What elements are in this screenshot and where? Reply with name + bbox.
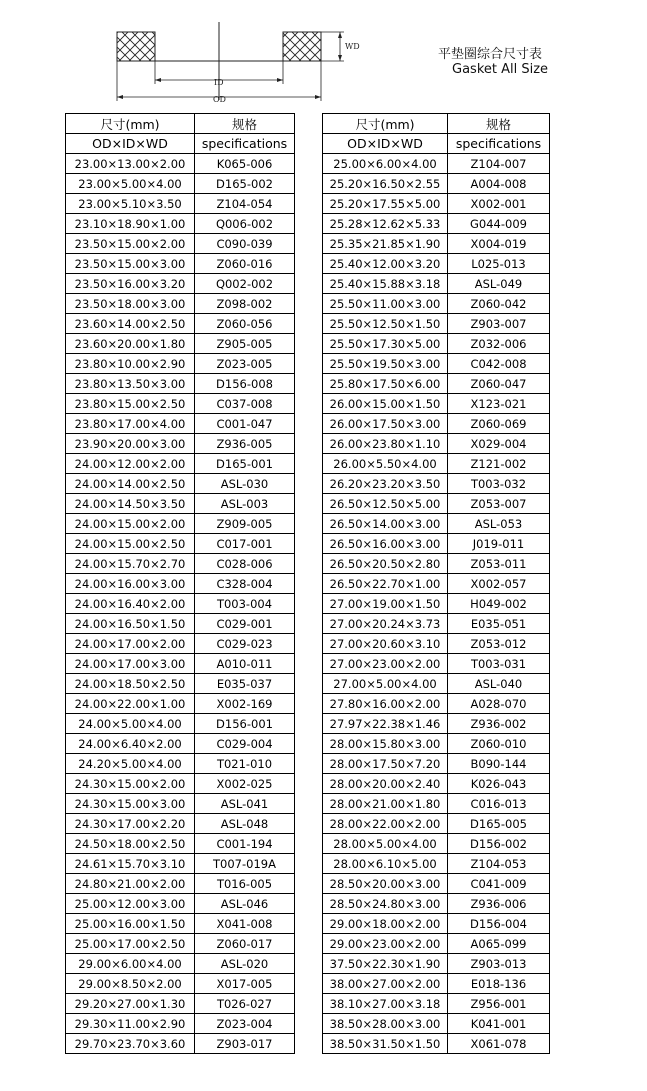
table-row (323, 494, 550, 514)
spec-cell: T007-019A (195, 854, 295, 874)
size-cell: 26.00×5.50×4.00 (323, 454, 448, 474)
table-row (66, 754, 295, 774)
table-row (323, 694, 550, 714)
table-row (66, 954, 295, 974)
spec-cell: T003-032 (448, 474, 550, 494)
size-cell: 25.50×11.00×3.00 (323, 294, 448, 314)
table-row (66, 914, 295, 934)
spec-cell: K026-043 (448, 774, 550, 794)
size-cell: 27.00×19.00×1.50 (323, 594, 448, 614)
spec-cell: X123-021 (448, 394, 550, 414)
size-cell: 27.00×23.00×2.00 (323, 654, 448, 674)
spec-cell: Z053-011 (448, 554, 550, 574)
size-cell: 25.35×21.85×1.90 (323, 234, 448, 254)
spec-cell: X004-019 (448, 234, 550, 254)
size-cell: 26.50×22.70×1.00 (323, 574, 448, 594)
spec-cell: ASL-049 (448, 274, 550, 294)
spec-cell: T026-027 (195, 994, 295, 1014)
spec-cell: Q002-002 (195, 274, 295, 294)
table-row (323, 594, 550, 614)
size-cell: 24.00×16.00×3.00 (66, 574, 195, 594)
table-row (66, 634, 295, 654)
size-cell: 24.00×6.40×2.00 (66, 734, 195, 754)
size-cell: 23.90×20.00×3.00 (66, 434, 195, 454)
size-cell: 28.00×20.00×2.40 (323, 774, 448, 794)
title-english: Gasket All Size (452, 62, 549, 77)
table-row (66, 574, 295, 594)
spec-cell: Z905-005 (195, 334, 295, 354)
spec-cell: Z032-006 (448, 334, 550, 354)
od-diagram-label: OD (213, 95, 226, 104)
table-row (66, 454, 295, 474)
spec-cell: C001-194 (195, 834, 295, 854)
table-row (323, 454, 550, 474)
spec-cell: Z936-006 (448, 894, 550, 914)
size-cell: 27.00×20.24×3.73 (323, 614, 448, 634)
spec-cell: Z060-042 (448, 294, 550, 314)
title-chinese: 平垫圈综合尺寸表 (438, 47, 543, 62)
table-row (66, 854, 295, 874)
size-cell: 29.00×6.00×4.00 (66, 954, 195, 974)
spec-cell: Z903-013 (448, 954, 550, 974)
table-row (323, 914, 550, 934)
table-row (66, 714, 295, 734)
size-cell: 24.00×15.00×2.00 (66, 514, 195, 534)
table-row (323, 314, 550, 334)
size-cell: 26.00×17.50×3.00 (323, 414, 448, 434)
table-row (323, 994, 550, 1014)
spec-cell: C029-004 (195, 734, 295, 754)
spec-cell: D156-001 (195, 714, 295, 734)
table-row (323, 654, 550, 674)
size-cell: 38.10×27.00×3.18 (323, 994, 448, 1014)
spec-cell: C001-047 (195, 414, 295, 434)
size-cell: 23.80×13.50×3.00 (66, 374, 195, 394)
table-row (66, 994, 295, 1014)
size-cell: 29.20×27.00×1.30 (66, 994, 195, 1014)
table-header-row (323, 114, 550, 134)
size-cell: 26.50×20.50×2.80 (323, 554, 448, 574)
right-gasket-section (283, 32, 321, 61)
spec-cell: A010-011 (195, 654, 295, 674)
table-row (66, 494, 295, 514)
size-cell: 25.40×12.00×3.20 (323, 254, 448, 274)
spec-cell: C041-009 (448, 874, 550, 894)
size-cell: 29.00×18.00×2.00 (323, 914, 448, 934)
size-cell: 25.50×19.50×3.00 (323, 354, 448, 374)
size-cell: 25.20×17.55×5.00 (323, 194, 448, 214)
spec-cell: E035-037 (195, 674, 295, 694)
table-row (323, 434, 550, 454)
spec-cell: E018-136 (448, 974, 550, 994)
size-cell: 28.00×17.50×7.20 (323, 754, 448, 774)
table-row (66, 354, 295, 374)
table-row (323, 834, 550, 854)
table-row (323, 234, 550, 254)
spec-cell: X029-004 (448, 434, 550, 454)
spec-subheader: specifications (448, 134, 550, 154)
table-row (66, 654, 295, 674)
spec-cell: ASL-030 (195, 474, 295, 494)
spec-cell: Z060-017 (195, 934, 295, 954)
size-subheader: OD×ID×WD (323, 134, 448, 154)
table-row (66, 1014, 295, 1034)
table-row (66, 534, 295, 554)
table-row (66, 894, 295, 914)
size-cell: 25.00×12.00×3.00 (66, 894, 195, 914)
size-cell: 24.00×17.00×2.00 (66, 634, 195, 654)
spec-cell: Z936-005 (195, 434, 295, 454)
size-cell: 29.30×11.00×2.90 (66, 1014, 195, 1034)
spec-cell: Z023-005 (195, 354, 295, 374)
table-row (66, 314, 295, 334)
table-row (323, 954, 550, 974)
table-row (323, 754, 550, 774)
size-cell: 26.00×15.00×1.50 (323, 394, 448, 414)
table-row (323, 674, 550, 694)
spec-subheader: specifications (195, 134, 295, 154)
table-row (66, 834, 295, 854)
spec-cell: X061-078 (448, 1034, 550, 1054)
table-row (323, 414, 550, 434)
spec-cell: Z060-016 (195, 254, 295, 274)
size-cell: 24.20×5.00×4.00 (66, 754, 195, 774)
size-cell: 25.50×12.50×1.50 (323, 314, 448, 334)
spec-cell: Z956-001 (448, 994, 550, 1014)
size-cell: 26.50×12.50×5.00 (323, 494, 448, 514)
table-row (66, 614, 295, 634)
table-row (66, 274, 295, 294)
size-cell: 24.61×15.70×3.10 (66, 854, 195, 874)
spec-cell: T003-031 (448, 654, 550, 674)
spec-cell: Z104-053 (448, 854, 550, 874)
table-row (66, 254, 295, 274)
table-row (66, 414, 295, 434)
table-row (323, 394, 550, 414)
table-row (66, 394, 295, 414)
spec-cell: Z060-056 (195, 314, 295, 334)
table-row (323, 514, 550, 534)
table-row (66, 774, 295, 794)
table-row (323, 794, 550, 814)
table-row (66, 474, 295, 494)
size-cell: 24.50×18.00×2.50 (66, 834, 195, 854)
table-row (66, 194, 295, 214)
table-row (323, 294, 550, 314)
spec-cell: C042-008 (448, 354, 550, 374)
table-row (323, 874, 550, 894)
spec-cell: ASL-046 (195, 894, 295, 914)
table-row (323, 894, 550, 914)
spec-cell: C016-013 (448, 794, 550, 814)
size-cell: 28.50×20.00×3.00 (323, 874, 448, 894)
gasket-size-table-left (65, 113, 295, 1054)
size-cell: 24.00×14.50×3.50 (66, 494, 195, 514)
table-row (66, 734, 295, 754)
spec-cell: Z909-005 (195, 514, 295, 534)
spec-cell: Q006-002 (195, 214, 295, 234)
table-row (66, 1034, 295, 1054)
size-cell: 24.00×16.40×2.00 (66, 594, 195, 614)
size-cell: 28.00×15.80×3.00 (323, 734, 448, 754)
size-cell: 24.00×16.50×1.50 (66, 614, 195, 634)
spec-cell: D156-008 (195, 374, 295, 394)
table-row (323, 974, 550, 994)
size-cell: 23.10×18.90×1.00 (66, 214, 195, 234)
spec-cell: C029-023 (195, 634, 295, 654)
table-row (323, 634, 550, 654)
table-subheader-row (323, 134, 550, 154)
size-cell: 27.00×5.00×4.00 (323, 674, 448, 694)
table-row (323, 1014, 550, 1034)
size-cell: 28.50×24.80×3.00 (323, 894, 448, 914)
spec-cell: X041-008 (195, 914, 295, 934)
size-cell: 27.97×22.38×1.46 (323, 714, 448, 734)
table-row (66, 934, 295, 954)
spec-cell: Z104-007 (448, 154, 550, 174)
spec-cell: Z023-004 (195, 1014, 295, 1034)
table-row (66, 874, 295, 894)
size-cell: 25.00×17.00×2.50 (66, 934, 195, 954)
spec-cell: H049-002 (448, 594, 550, 614)
spec-cell: J019-011 (448, 534, 550, 554)
spec-cell: X002-169 (195, 694, 295, 714)
table-row (66, 174, 295, 194)
size-cell: 23.50×15.00×3.00 (66, 254, 195, 274)
size-cell: 24.00×14.00×2.50 (66, 474, 195, 494)
spec-cell: ASL-048 (195, 814, 295, 834)
table-row (66, 514, 295, 534)
size-cell: 24.30×17.00×2.20 (66, 814, 195, 834)
spec-cell: T021-010 (195, 754, 295, 774)
spec-cell: Z053-007 (448, 494, 550, 514)
table-row (323, 774, 550, 794)
size-cell: 23.60×14.00×2.50 (66, 314, 195, 334)
table-row (66, 554, 295, 574)
size-cell: 25.00×16.00×1.50 (66, 914, 195, 934)
table-row (323, 614, 550, 634)
size-cell: 25.40×15.88×3.18 (323, 274, 448, 294)
size-cell: 26.00×23.80×1.10 (323, 434, 448, 454)
size-cell: 24.00×18.50×2.50 (66, 674, 195, 694)
table-row (323, 334, 550, 354)
table-row (323, 154, 550, 174)
left-gasket-section (117, 32, 155, 61)
table-row (66, 294, 295, 314)
spec-cell: C328-004 (195, 574, 295, 594)
size-cell: 27.00×20.60×3.10 (323, 634, 448, 654)
table-row (323, 574, 550, 594)
table-row (66, 594, 295, 614)
size-cell: 29.00×8.50×2.00 (66, 974, 195, 994)
spec-cell: Z121-002 (448, 454, 550, 474)
spec-cell: X002-057 (448, 574, 550, 594)
spec-cell: ASL-020 (195, 954, 295, 974)
spec-cell: K065-006 (195, 154, 295, 174)
spec-cell: ASL-040 (448, 674, 550, 694)
spec-cell: C017-001 (195, 534, 295, 554)
spec-cell: ASL-003 (195, 494, 295, 514)
table-row (66, 234, 295, 254)
table-row (66, 814, 295, 834)
spec-cell: D165-005 (448, 814, 550, 834)
spec-cell: Z903-017 (195, 1034, 295, 1054)
spec-cell: A004-008 (448, 174, 550, 194)
spec-cell: T003-004 (195, 594, 295, 614)
size-cell: 23.00×5.10×3.50 (66, 194, 195, 214)
spec-cell: L025-013 (448, 254, 550, 274)
table-row (323, 854, 550, 874)
table-row (323, 374, 550, 394)
table-row (323, 274, 550, 294)
table-row (66, 974, 295, 994)
spec-cell: Z060-047 (448, 374, 550, 394)
table-subheader-row (66, 134, 295, 154)
spec-cell: ASL-053 (448, 514, 550, 534)
size-cell: 24.30×15.00×3.00 (66, 794, 195, 814)
spec-cell: Z903-007 (448, 314, 550, 334)
spec-cell: C028-006 (195, 554, 295, 574)
size-cell: 26.50×14.00×3.00 (323, 514, 448, 534)
size-cell: 25.28×12.62×5.33 (323, 214, 448, 234)
size-cell: 28.00×5.00×4.00 (323, 834, 448, 854)
size-cell: 37.50×22.30×1.90 (323, 954, 448, 974)
table-row (323, 354, 550, 374)
size-cell: 23.80×15.00×2.50 (66, 394, 195, 414)
size-cell: 25.80×17.50×6.00 (323, 374, 448, 394)
gasket-size-table-right (322, 113, 550, 1054)
table-row (66, 434, 295, 454)
table-row (66, 794, 295, 814)
table-row (323, 194, 550, 214)
spec-cell: X002-025 (195, 774, 295, 794)
size-cell: 38.50×28.00×3.00 (323, 1014, 448, 1034)
table-row (66, 154, 295, 174)
size-cell: 28.00×22.00×2.00 (323, 814, 448, 834)
spec-cell: Z060-010 (448, 734, 550, 754)
size-cell: 24.30×15.00×2.00 (66, 774, 195, 794)
size-cell: 23.50×16.00×3.20 (66, 274, 195, 294)
size-subheader: OD×ID×WD (66, 134, 195, 154)
size-cell: 26.20×23.20×3.50 (323, 474, 448, 494)
spec-cell: Z098-002 (195, 294, 295, 314)
spec-cell: D156-004 (448, 914, 550, 934)
size-cell: 28.00×21.00×1.80 (323, 794, 448, 814)
spec-cell: D165-001 (195, 454, 295, 474)
size-cell: 24.00×12.00×2.00 (66, 454, 195, 474)
spec-cell: D165-002 (195, 174, 295, 194)
spec-cell: Z053-012 (448, 634, 550, 654)
spec-cell: T016-005 (195, 874, 295, 894)
table-row (66, 674, 295, 694)
size-header: 尺寸(mm) (323, 114, 448, 134)
size-cell: 29.00×23.00×2.00 (323, 934, 448, 954)
spec-cell: K041-001 (448, 1014, 550, 1034)
spec-cell: Z060-069 (448, 414, 550, 434)
spec-header: 规格 (448, 114, 550, 134)
size-cell: 38.50×31.50×1.50 (323, 1034, 448, 1054)
size-cell: 38.00×27.00×2.00 (323, 974, 448, 994)
table-row (323, 174, 550, 194)
table-row (66, 334, 295, 354)
spec-cell: A028-070 (448, 694, 550, 714)
table-header-row (66, 114, 295, 134)
size-cell: 24.00×17.00×3.00 (66, 654, 195, 674)
size-cell: 25.50×17.30×5.00 (323, 334, 448, 354)
table-row (323, 474, 550, 494)
size-cell: 23.80×17.00×4.00 (66, 414, 195, 434)
size-cell: 24.00×15.70×2.70 (66, 554, 195, 574)
spec-cell: Z936-002 (448, 714, 550, 734)
spec-cell: B090-144 (448, 754, 550, 774)
spec-cell: C037-008 (195, 394, 295, 414)
size-cell: 23.00×5.00×4.00 (66, 174, 195, 194)
table-row (323, 1034, 550, 1054)
spec-cell: X002-001 (448, 194, 550, 214)
table-row (66, 214, 295, 234)
size-cell: 24.80×21.00×2.00 (66, 874, 195, 894)
gasket-cross-section-diagram (0, 0, 647, 112)
size-cell: 23.50×15.00×2.00 (66, 234, 195, 254)
table-row (323, 814, 550, 834)
table-row (66, 694, 295, 714)
size-cell: 25.20×16.50×2.55 (323, 174, 448, 194)
size-cell: 29.70×23.70×3.60 (66, 1034, 195, 1054)
id-diagram-label: ID (214, 78, 224, 87)
table-row (323, 214, 550, 234)
size-cell: 26.50×16.00×3.00 (323, 534, 448, 554)
size-cell: 27.80×16.00×2.00 (323, 694, 448, 714)
size-cell: 24.00×15.00×2.50 (66, 534, 195, 554)
spec-cell: C029-001 (195, 614, 295, 634)
spec-cell: Z104-054 (195, 194, 295, 214)
table-row (323, 734, 550, 754)
spec-cell: A065-099 (448, 934, 550, 954)
spec-cell: G044-009 (448, 214, 550, 234)
table-row (66, 374, 295, 394)
spec-cell: ASL-041 (195, 794, 295, 814)
table-row (323, 254, 550, 274)
table-row (323, 714, 550, 734)
wd-diagram-label: WD (345, 42, 360, 51)
size-cell: 23.80×10.00×2.90 (66, 354, 195, 374)
size-cell: 28.00×6.10×5.00 (323, 854, 448, 874)
spec-cell: E035-051 (448, 614, 550, 634)
spec-cell: C090-039 (195, 234, 295, 254)
table-row (323, 534, 550, 554)
size-cell: 24.00×22.00×1.00 (66, 694, 195, 714)
size-cell: 23.60×20.00×1.80 (66, 334, 195, 354)
table-row (323, 934, 550, 954)
size-cell: 23.50×18.00×3.00 (66, 294, 195, 314)
spec-cell: D156-002 (448, 834, 550, 854)
spec-header: 规格 (195, 114, 295, 134)
spec-cell: X017-005 (195, 974, 295, 994)
size-header: 尺寸(mm) (66, 114, 195, 134)
size-cell: 23.00×13.00×2.00 (66, 154, 195, 174)
size-cell: 24.00×5.00×4.00 (66, 714, 195, 734)
table-row (323, 554, 550, 574)
size-cell: 25.00×6.00×4.00 (323, 154, 448, 174)
